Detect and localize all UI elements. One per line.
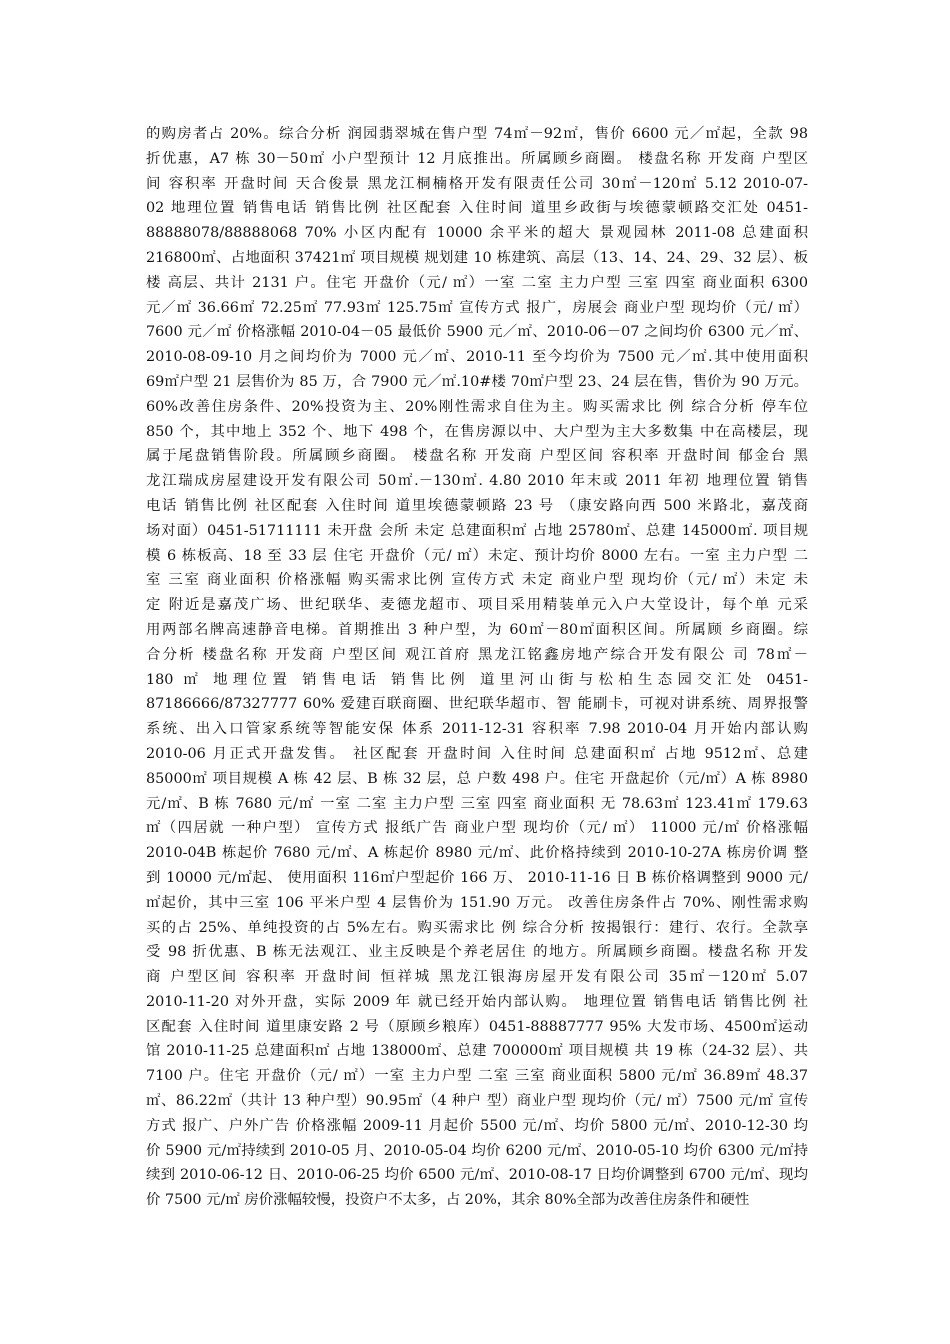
text-line: 定 附近是嘉茂广场、世纪联华、麦德龙超市、项目采用精装单元入户大堂设计，每个单 元采 [146, 597, 808, 614]
text-line: 2010-06 月正式开盘发售。 社区配套 开盘时间 入住时间 总建面积㎡ 占地 9512㎡、总建 [146, 745, 808, 762]
body-text [146, 122, 808, 1213]
text-line: 87186666/87327777 60% 爱建百联商圈、世纪联华超市、智 能刷卡，可视对讲系统、周界报警 [146, 696, 808, 713]
text-line: 价 7500 元/㎡ 房价涨幅较慢，投资户不太多，占 20%，其余 80%全部为改善住房条件和硬性 [146, 1192, 750, 1209]
text-line: ㎡（四居就 一种户型） 宣传方式 报纸广告 商业户型 现均价（元/ ㎡） 11000 元/㎡ 价格涨幅 [146, 820, 808, 837]
text-line: 属于尾盘销售阶段。所属顾乡商圈。 楼盘名称 开发商 户型区间 容积率 开盘时间 郁金台 黑 [146, 448, 808, 465]
text-line: 2010-08-09-10 月之间均价为 7000 元／㎡、2010-11 至今均价为 7500 元／㎡.其中使用面积 [146, 349, 808, 366]
text-line: ㎡、86.22㎡（共计 13 种户型）90.95㎡（4 种户 型）商业户型 现均价（元/ ㎡）7500 元/㎡ 宣传 [146, 1093, 808, 1110]
text-line: 商 户型区间 容积率 开盘时间 恒祥城 黑龙江银海房屋开发有限公司 35㎡－120㎡ 5.07 [146, 969, 808, 986]
text-line: 88888078/88888068 70% 小区内配有 10000 余平米的超大 景观园林 2011-08 总建面积 [146, 225, 808, 242]
text-line: 85000㎡ 项目规模 A 栋 42 层、B 栋 32 层，总 户数 498 户。住宅 开盘起价（元/㎡）A 栋 8980 [146, 770, 808, 787]
text-line: 合分析 楼盘名称 开发商 户型区间 观江首府 黑龙江铭鑫房地产综合开发有限公 司 78㎡－ [146, 646, 808, 663]
text-line: 电话 销售比例 社区配套 入住时间 道里埃德蒙顿路 23 号 （康安路向西 500 米路北，嘉茂商 [146, 497, 808, 514]
text-line: 02 地理位置 销售电话 销售比例 社区配套 入住时间 道里乡政街与埃德蒙顿路交汇处 0451- [146, 200, 808, 217]
text-line: 69㎡户型 21 层售价为 85 万，合 7900 元／㎡.10#楼 70㎡户型 23、24 层在售，售价为 90 万元。 [146, 373, 808, 390]
text-line: 60%改善住房条件、20%投资为主、20%刚性需求自住为主。购买需求比 例 综合分析 停车位 [146, 398, 808, 415]
text-line: 元/㎡、B 栋 7680 元/㎡ 一室 二室 主力户型 三室 四室 商业面积 无 78.63㎡ 123.41㎡ 179.63 [146, 795, 808, 812]
text-line: 7600 元／㎡ 价格涨幅 2010-04－05 最低价 5900 元／㎡、2010-06－07 之间均价 6300 元／㎡、 [146, 324, 808, 341]
text-line: 元／㎡ 36.66㎡ 72.25㎡ 77.93㎡ 125.75㎡ 宣传方式 报广，房展会 商业户型 现均价（元/ ㎡） [146, 299, 808, 316]
text-line: ㎡起价，其中三室 106 平米户型 4 层售价为 151.90 万元。 改善住房条件占 70%、刚性需求购 [146, 894, 808, 911]
text-line: 216800㎡、占地面积 37421㎡ 项目规模 规划建 10 栋建筑、高层（13、14、24、29、32 层）、板 [146, 249, 808, 266]
text-line: 7100 户。住宅 开盘价（元/ ㎡）一室 主力户型 二室 三室 商业面积 5800 元/㎡ 36.89㎡ 48.37 [146, 1068, 808, 1085]
text-line: 楼 高层、共计 2131 户。住宅 开盘价（元/ ㎡）一室 二室 主力户型 三室 四室 商业面积 6300 [146, 274, 808, 291]
text-line: 模 6 栋板高、18 至 33 层 住宅 开盘价（元/ ㎡）未定、预计均价 8000 左右。一室 主力户型 二 [146, 547, 808, 564]
text-line: 龙江瑞成房屋建设开发有限公司 50㎡.－130㎡. 4.80 2010 年末或 2011 年初 地理位置 销售 [146, 473, 808, 490]
text-line: 买的占 25%、单纯投资的占 5%左右。购买需求比 例 综合分析 按揭银行：建行、农行。全款享 [146, 919, 808, 936]
text-line: 方式 报广、户外广告 价格涨幅 2009-11 月起价 5500 元/㎡、均价 5800 元/㎡、2010-12-30 均 [146, 1117, 808, 1134]
text-line: 受 98 折优惠、B 栋无法观江、业主反映是个养老居住 的地方。所属顾乡商圈。楼盘名称 开发 [146, 944, 808, 961]
text-line: 2010-04B 栋起价 7680 元/㎡、A 栋起价 8980 元/㎡、此价格持续到 2010-10-27A 栋房价调 整 [146, 845, 808, 862]
text-line: 用两部名牌高速静音电梯。首期推出 3 种户型，为 60㎡－80㎡面积区间。所属顾 乡商圈。综 [146, 621, 808, 638]
text-line: 馆 2010-11-25 总建面积㎡ 占地 138000㎡、总建 700000㎡ 项目规模 共 19 栋（24-32 层）、共 [146, 1043, 808, 1060]
text-line: 室 三室 商业面积 价格涨幅 购买需求比例 宣传方式 未定 商业户型 现均价（元/ ㎡）未定 未 [146, 572, 808, 589]
text-line: 场对面）0451-51711111 未开盘 会所 未定 总建面积㎡ 占地 25780㎡、总建 145000㎡. 项目规 [146, 522, 808, 539]
text-line: 180 ㎡ 地理位置 销售电话 销售比例 道里河山街与松柏生态园交汇处 0451- [146, 671, 808, 688]
text-line: 续到 2010-06-12 日、2010-06-25 均价 6500 元/㎡、2010-08-17 日均价调整到 6700 元/㎡、现均 [146, 1167, 808, 1184]
text-line: 系统、出入口管家系统等智能安保 体系 2011-12-31 容积率 7.98 2010-04 月开始内部认购 [146, 721, 808, 738]
text-line: 850 个，其中地上 352 个、地下 498 个，在售房源以中、大户型为主大多数集 中在高楼层，现 [146, 423, 808, 440]
text-line: 价 5900 元/㎡持续到 2010-05 月、2010-05-04 均价 6200 元/㎡、2010-05-10 均价 6300 元/㎡持 [146, 1142, 808, 1159]
text-line: 区配套 入住时间 道里康安路 2 号（原顾乡粮库）0451-88887777 95% 大发市场、4500㎡运动 [146, 1018, 808, 1035]
text-line: 到 10000 元/㎡起、 使用面积 116㎡户型起价 166 万、 2010-11-16 日 B 栋价格调整到 9000 元/ [146, 869, 808, 886]
text-line: 间 容积率 开盘时间 天合俊景 黑龙江桐楠格开发有限责任公司 30㎡－120㎡ 5.12 2010-07- [146, 175, 808, 192]
text-line: 2010-11-20 对外开盘，实际 2009 年 就已经开始内部认购。 地理位置 销售电话 销售比例 社 [146, 993, 808, 1010]
text-line: 折优惠，A7 栋 30－50㎡ 小户型预计 12 月底推出。所属顾乡商圈。 楼盘名称 开发商 户型区 [146, 150, 808, 167]
text-line: 的购房者占 20%。综合分析 润园翡翠城在售户型 74㎡－92㎡，售价 6600 元／㎡起，全款 98 [146, 126, 808, 142]
